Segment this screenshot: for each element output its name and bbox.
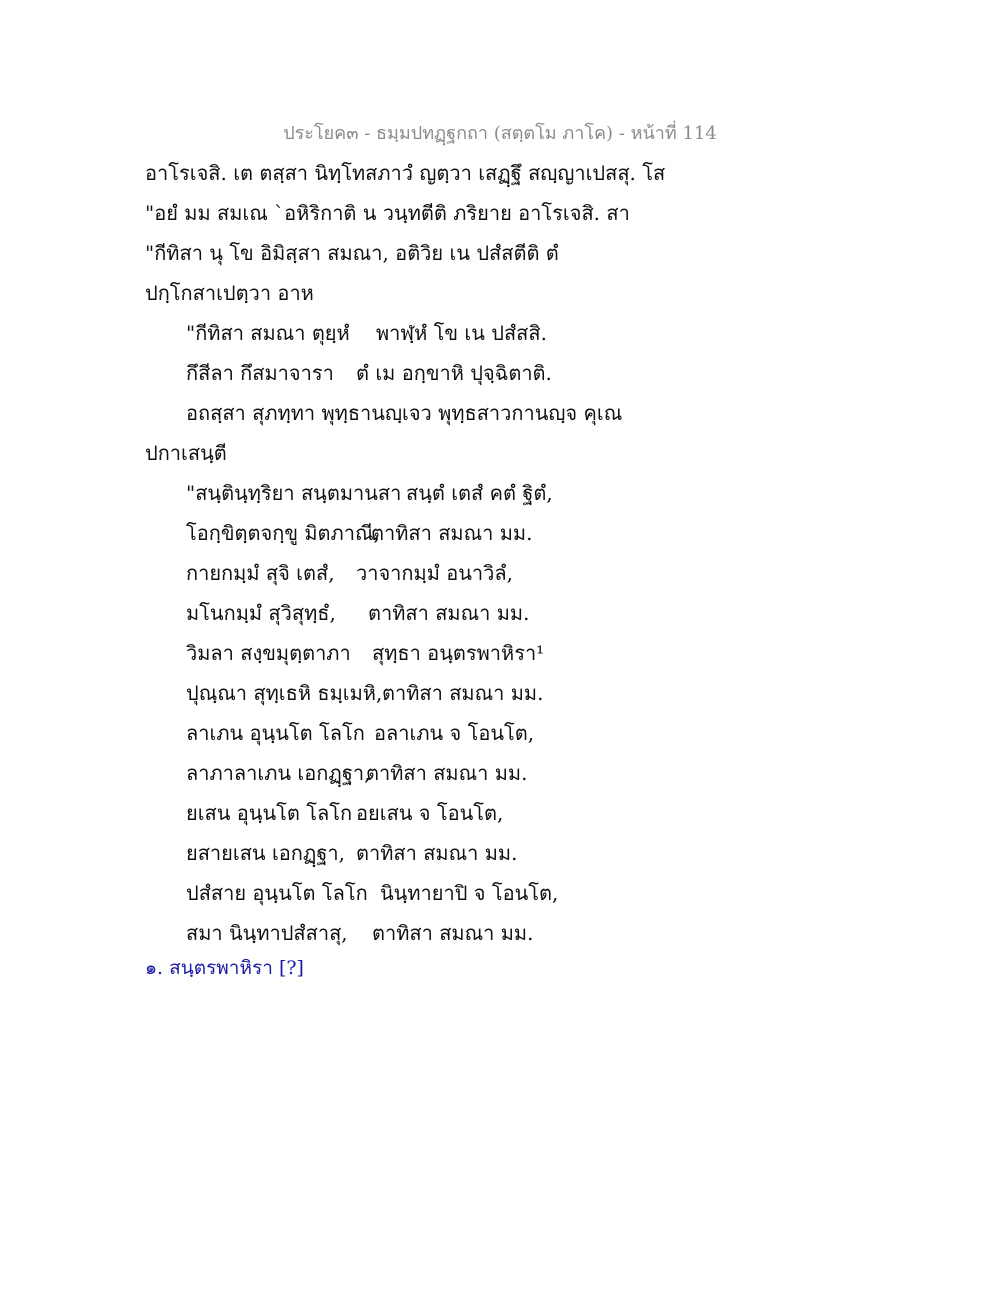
verse1-line-1	[186, 320, 547, 346]
verse-half-b: นินฺทายาปิ จ โอนโต,	[380, 881, 559, 905]
verse-half-b: สนฺตํ เตสํ คตํ ฐิตํ,	[406, 481, 553, 505]
verse2-line-12	[186, 920, 533, 946]
verse2-line-4	[186, 600, 529, 626]
verse-half-b: ตาทิสา สมณา มม.	[371, 521, 533, 545]
verse2-line-10	[186, 840, 517, 866]
verse-half-b: พาฬฺหํ โข เน ปสํสสิ.	[376, 321, 547, 345]
verse-half-a: กึสีลา กึสมาจารา	[186, 361, 334, 385]
verse-half-a: วิมลา สงฺขมุตฺตาภา	[186, 641, 351, 665]
verse2-line-11	[186, 880, 558, 906]
verse2-line-6	[186, 680, 543, 706]
prose-line-2: "อยํ มม สมเณ `อหิริกาติ น วนฺทตีติ ภริยาย อาโรเจสิ. สา	[145, 201, 630, 225]
page-header: ประโยค๓ - ธมฺมปทฏฺฐกถา (สตฺตโม ภาโค) - หน้าที่ 114	[283, 123, 717, 144]
verse-half-b: วาจากมฺมํ อนาวิลํ,	[356, 561, 514, 585]
verse-half-a: ยเสน อุนฺนโต โลโก	[186, 801, 353, 825]
footnote-text: สนฺตรพาหิรา	[169, 957, 273, 979]
verse-half-a: มโนกมฺมํ สุวิสุทฺธํ,	[186, 601, 336, 625]
verse-half-a: กายกมฺมํ สุจิ เตสํ,	[186, 561, 335, 585]
verse-half-a: ปสํสาย อุนฺนโต โลโก	[186, 881, 368, 905]
verse-half-b: ตาทิสา สมณา มม.	[366, 761, 528, 785]
verse2-line-9	[186, 800, 503, 826]
verse-half-a: ลาภาลาเภน เอกฏฺฐา,	[186, 761, 371, 785]
verse-half-a: ปุณฺณา สุทฺเธหิ ธมฺเมหิ,	[186, 681, 383, 705]
verse2-line-8	[186, 760, 527, 786]
verse1-line-2	[186, 360, 552, 386]
verse2-line-7	[186, 720, 534, 746]
verse-half-b: อยเสน จ โอนโต,	[356, 801, 504, 825]
prose-line-1: อาโรเจสิ. เต ตสฺสา นิทฺโทสภาวํ ญตฺวา เสฏฺฐึ สญฺญาเปสสุ. โส	[145, 161, 666, 185]
verse-half-b: ตาทิสา สมณา มม.	[368, 601, 530, 625]
verse-half-b: อลาเภน จ โอนโต,	[374, 721, 535, 745]
prose2-line-1: อถสฺสา สุภทฺทา พุทฺธานญฺเจว พุทฺธสาวกานญฺจ คุเณ	[186, 401, 623, 425]
verse2-line-2	[186, 520, 532, 546]
verse-half-a: "กีทิสา สมณา ตุยฺหํ	[186, 321, 350, 345]
verse-half-b: สุทฺธา อนฺตรพาหิรา¹	[372, 641, 545, 665]
verse-half-b: ตาทิสา สมณา มม.	[372, 921, 534, 945]
prose-line-3: "กีทิสา นุ โข อิมิสฺสา สมณา, อติวิย เน ปสํสตีติ ตํ	[145, 241, 559, 265]
footnote-number: ๑.	[145, 957, 164, 979]
verse-half-a: ลาเภน อุนฺนโต โลโก	[186, 721, 365, 745]
verse-half-a: "สนฺตินฺทฺริยา สนฺตมานสา	[186, 481, 402, 505]
footnote	[145, 955, 304, 981]
prose2-line-2: ปกาเสนฺตี	[145, 441, 227, 465]
verse-half-b: ตํ เม อกฺขาหิ ปุจฺฉิตาติ.	[356, 361, 552, 385]
verse-half-a: โอกฺขิตฺตจกฺขู มิตภาณี,	[186, 521, 380, 545]
footnote-ref-link[interactable]: [?]	[278, 957, 304, 979]
verse2-line-5	[186, 640, 544, 666]
verse-half-a: สมา นินฺทาปสํสาสุ,	[186, 921, 348, 945]
prose-line-4: ปกฺโกสาเปตฺวา อาห	[145, 281, 314, 305]
verse2-line-1	[186, 480, 553, 506]
verse2-line-3	[186, 560, 513, 586]
verse-half-a: ยสายเสน เอกฏฺฐา,	[186, 841, 345, 865]
verse-half-b: ตาทิสา สมณา มม.	[382, 681, 544, 705]
verse-half-b: ตาทิสา สมณา มม.	[356, 841, 518, 865]
